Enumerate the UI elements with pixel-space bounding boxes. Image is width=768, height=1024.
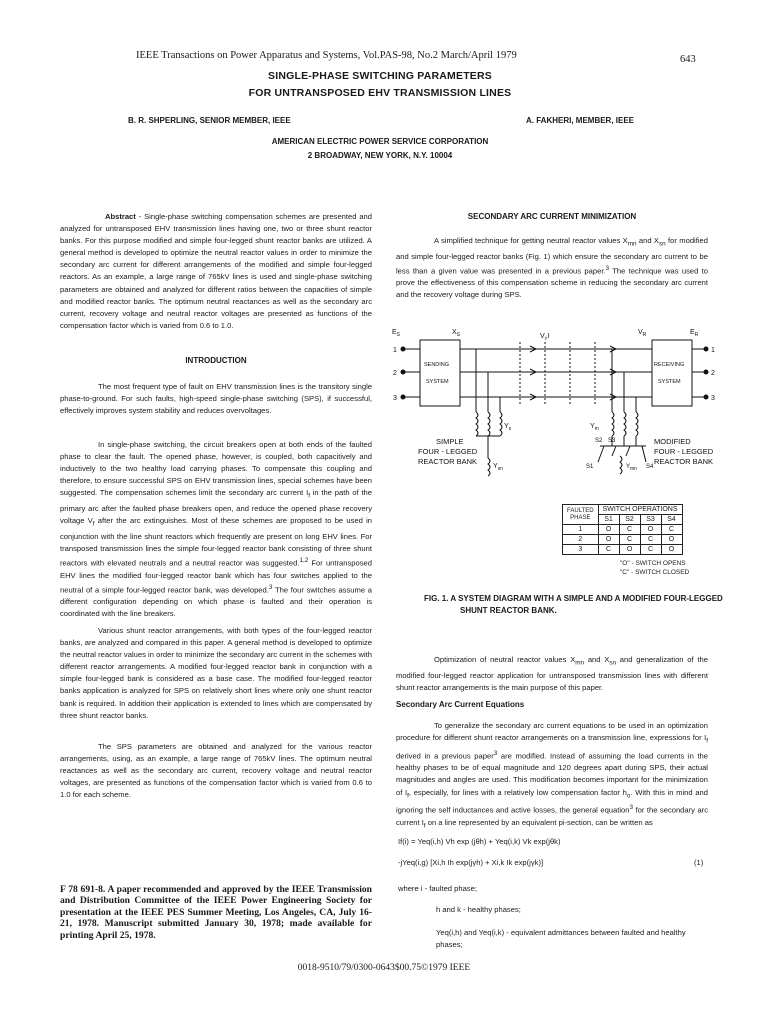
where-line3: Yeq(i,h) and Yeq(i,k) - equivalent admittances between faulted and healthy phases; bbox=[436, 928, 686, 950]
secondary-p-c: and X bbox=[636, 236, 659, 245]
modified-bank-label-1: MODIFIED bbox=[654, 437, 691, 446]
col-s4: S4 bbox=[661, 515, 682, 525]
intro-p2-ref1: 1,2 bbox=[299, 556, 309, 564]
author-left: B. R. SHPERLING, SENIOR MEMBER, IEEE bbox=[128, 116, 291, 125]
sac-paragraph: To generalize the secondary arc current equations to be used in an optimization procedure for different shunt reactor arrangements on a transmission line, expressions for $I_f$ derived in a previous paper$^3$ are modified. Instead of assuming the load currents in the healthy phases to be of equal magnitude and 120 degrees apart during SPS, their actual magnitudes and angles are used. This modification becomes important for the minimization of $I_f$, especially, for lines with a relatively low compensation factor $h_o$. With this in mind and ignoring the self inductances and active losses, the general equation$^3$ for the secondary arc current $I_f$ on a line represented by an equivalent pi-section, can be written as bbox=[396, 721, 708, 830]
switch-operations-table bbox=[562, 504, 683, 555]
receiving-label-1: RECEIVING bbox=[654, 362, 685, 368]
phase-3-right: 3 bbox=[711, 395, 715, 402]
figure-caption-line2: SHUNT REACTOR BANK. bbox=[460, 606, 557, 615]
phase-1-right: 1 bbox=[711, 347, 715, 354]
xs-label: $X_S$ bbox=[452, 329, 461, 338]
phase-2-right: 2 bbox=[711, 370, 715, 377]
table-row: 2 O C C O bbox=[563, 535, 683, 545]
ysn-label: $Y_{sn}$ bbox=[493, 463, 503, 472]
equation-line1: If(i) = Yeq(i,h) Vh exp (jθh) + Yeq(i,k) Vk exp(jθk) bbox=[398, 837, 561, 846]
intro-paragraph-2 bbox=[60, 439, 372, 620]
where-line2: h and k - healthy phases; bbox=[436, 905, 521, 914]
intro-p2-sub2: f bbox=[92, 520, 95, 528]
simple-bank-label-2: FOUR - LEGGED bbox=[418, 447, 478, 456]
simple-bank-label-1: SIMPLE bbox=[436, 437, 464, 446]
paper-title-line2: FOR UNTRANSPOSED EHV TRANSMISSION LINES bbox=[248, 87, 512, 99]
ym-label: $Y_m$ bbox=[590, 423, 599, 432]
col-s2: S2 bbox=[619, 515, 640, 525]
intro-p2-c: in the path of the primary arc after the faulted phase breakers open, and reduce the opened phase recovery voltage V bbox=[60, 488, 372, 526]
vr-label: $V_R$ bbox=[638, 329, 647, 338]
secondary-p-sub2: sn bbox=[659, 240, 666, 248]
secondary-p-ref: 3 bbox=[605, 264, 610, 272]
intro-p2-e: after the arc extinguishes. Most of these schemes are proposed to be used in conjunction with the line shunt reactors which frequently are present on long EHV lines. For transposed transmission lines the simple four-legged reactor bank consisting of three shunt reactors with elevated neutrals and a neutral reactor was suggested. bbox=[60, 516, 372, 568]
secondary-p-g: The technique was used to prove the effectiveness of this compensation scheme in reducing the secondary arc current and the recovery voltage during SPS. bbox=[396, 266, 709, 300]
intro-paragraph-1: The most frequent type of fault on EHV transmission lines is the transitory single phase-to-ground. For such faults, high-speed single-phase switching (SPS), if successful, effectively improves system stability and reduces overvoltages. bbox=[60, 382, 372, 416]
col-s3: S3 bbox=[640, 515, 661, 525]
sending-label-1: SENDING bbox=[424, 362, 450, 368]
intro-p2-ref2: 3 bbox=[268, 583, 273, 591]
intro-p2-a: In single-phase switching, the circuit breakers open at both ends of the faulted phase to clear the fault. The opened phase, however, is coupled, both capacitively and inductively to the two healthy load carrying phases. To compensate this coupling and therefore, to ensure successful SPS on EHV transmission lines, special schemes have been suggested. The compensation schemes limit the secondary arc current I bbox=[60, 440, 372, 498]
optimization-paragraph: Optimization of neutral reactor values $X_{mn}$ and $X_{sn}$ and generalization of the modified four-legged reactor application for untransposed transmission lines with different shunt reactor arrangements is the main purpose of this paper. bbox=[396, 655, 708, 692]
ymn-label: $Y_{mn}$ bbox=[626, 464, 637, 472]
secondary-paragraph bbox=[396, 235, 708, 302]
receiving-label-2: SYSTEM bbox=[658, 379, 681, 385]
secondary-heading: SECONDARY ARC CURRENT MINIMIZATION bbox=[467, 212, 637, 221]
intro-paragraph-4: The SPS parameters are obtained and analyzed for the various reactor arrangements, using, as an example, a large range of 765kV lines. The optimum neutral reactances as well as the secondary arc current, recovery voltage and neutral reactor voltages, are presented as functions of the compensation factor which is varied from 0.6 to 1.0 for each scheme. bbox=[60, 742, 372, 800]
equation-number: (1) bbox=[694, 858, 704, 867]
intro-paragraph-3: Various shunt reactor arrangements, with both types of the four-legged reactor banks, are analyzed and compared in this paper. A general method is developed to optimize the neutral reactor values in order to minimize the secondary arc current in the schemes with different reactor arrangements. A modified four-legged reactor bank in conjunction with a simple four-legged bank is considered as a base case. The modified four-legged reactor banks application is analyzed for SPS on relatively short lines where only one shunt reactor bank is required. In addition their application is extended to lines which are compensated by three shunt reactor banks. bbox=[60, 626, 372, 720]
vi-label: $V_i,I$ bbox=[540, 333, 550, 342]
sac-heading: Secondary Arc Current Equations bbox=[396, 700, 525, 709]
address: 2 BROADWAY, NEW YORK, N.Y. 10004 bbox=[307, 151, 453, 160]
legend-open: "O" - SWITCH OPENS bbox=[620, 560, 686, 567]
s1-label: S1 bbox=[586, 464, 594, 470]
introduction-heading: INTRODUCTION bbox=[185, 356, 247, 365]
s2-label: S2 bbox=[595, 438, 603, 444]
es-label: $E_S$ bbox=[392, 329, 401, 338]
footnote: F 78 691-8. A paper recommended and approved by the IEEE Transmission and Distribution Committee of the IEEE Power Engineering Society for presentation at the IEEE PES Summer Meeting, Los Angeles, CA, July 16-21, 1978. Manuscript submitted January 30, 1978; made available for printing April 25, 1978. bbox=[60, 884, 372, 941]
switch-ops-header: SWITCH OPERATIONS bbox=[598, 505, 682, 515]
paper-title-line1: SINGLE-PHASE SWITCHING PARAMETERS bbox=[268, 70, 492, 82]
phase-1-left: 1 bbox=[393, 347, 397, 354]
intro-p2-i: The four switches assume a different configuration depending on which phase is faulted and their operation is coordinated with the line breakers. bbox=[60, 585, 373, 619]
copyright-footer: 0018-9510/79/0300-0643$00.75©1979 IEEE bbox=[297, 963, 471, 973]
organization: AMERICAN ELECTRIC POWER SERVICE CORPORATION bbox=[271, 137, 489, 146]
modified-bank-label-3: REACTOR BANK bbox=[654, 457, 714, 466]
where-line1: where i - faulted phase; bbox=[398, 884, 477, 893]
legend-closed: "C" - SWITCH CLOSED bbox=[620, 569, 690, 576]
s3-label: S3 bbox=[608, 438, 616, 444]
journal-header: IEEE Transactions on Power Apparatus and Systems, Vol.PAS-98, No.2 March/April 1979 bbox=[136, 50, 517, 61]
table-row: 1 O C O C bbox=[563, 525, 683, 535]
phase-3-left: 3 bbox=[393, 395, 397, 402]
equation-line2: -jYeq(i,g) [Xi,h Ih exp(jγh) + Xi,k Ik exp(jγk)] bbox=[398, 858, 544, 867]
modified-bank-label-2: FOUR - LEGGED bbox=[654, 447, 714, 456]
faulted-phase-header: FAULTED PHASE bbox=[563, 505, 599, 525]
secondary-p-sub1: mn bbox=[627, 240, 637, 248]
abstract-text: - Single-phase switching compensation schemes are presented and analyzed for untransposed EHV transmission lines having one, two or three shunt reactor banks. For this purpose modified and simple four-legged shunt reactor banks are utilized. A general method is developed to optimize the neutral reactor values in order to minimize the secondary arc current for different arrangements of the modified and simple four-legged reactors. As an example, a large range of 765kV lines is used and single-phase switching parameters are obtained and analyzed for different ratios between the capacities of simple and modified reactor banks. The optimum neutral reactances as well as the secondary arc current, recovery voltage and neutral reactor voltages are presented as functions of the compensation factor which is varied from 0.6 to 1.0. bbox=[60, 212, 372, 330]
simple-bank-label-3: REACTOR BANK bbox=[418, 457, 478, 466]
col-s1: S1 bbox=[598, 515, 619, 525]
secondary-p-e: for modified and simple four-legged reactor banks (Fig. 1) which ensure the secondary arc current to be less than a given value was presented in a previous paper. bbox=[396, 236, 708, 276]
figure-caption-line1: FIG. 1. A SYSTEM DIAGRAM WITH A SIMPLE AND A MODIFIED FOUR-LEGGED bbox=[424, 594, 723, 603]
s4-label: S4 bbox=[646, 464, 654, 470]
system-diagram bbox=[390, 322, 720, 502]
author-right: A. FAKHERI, MEMBER, IEEE bbox=[526, 116, 635, 125]
ys-label: $Y_s$ bbox=[504, 423, 512, 432]
abstract bbox=[60, 211, 372, 332]
er-label: $E_R$ bbox=[690, 329, 699, 338]
page-number: 643 bbox=[680, 54, 696, 65]
sending-label-2: SYSTEM bbox=[426, 379, 449, 385]
intro-p2-g: For untransposed EHV lines the modified four-legged reactor bank which has four switches applied to the neutral of a simple four-legged reactor bank, was developed. bbox=[60, 558, 372, 595]
secondary-p-a: A simplified technique for getting neutral reactor values X bbox=[434, 236, 628, 245]
phase-2-left: 2 bbox=[393, 370, 397, 377]
abstract-label: Abstract bbox=[105, 212, 136, 221]
intro-p2-sub1: f bbox=[308, 492, 310, 500]
table-row: 3 C O C O bbox=[563, 545, 683, 555]
